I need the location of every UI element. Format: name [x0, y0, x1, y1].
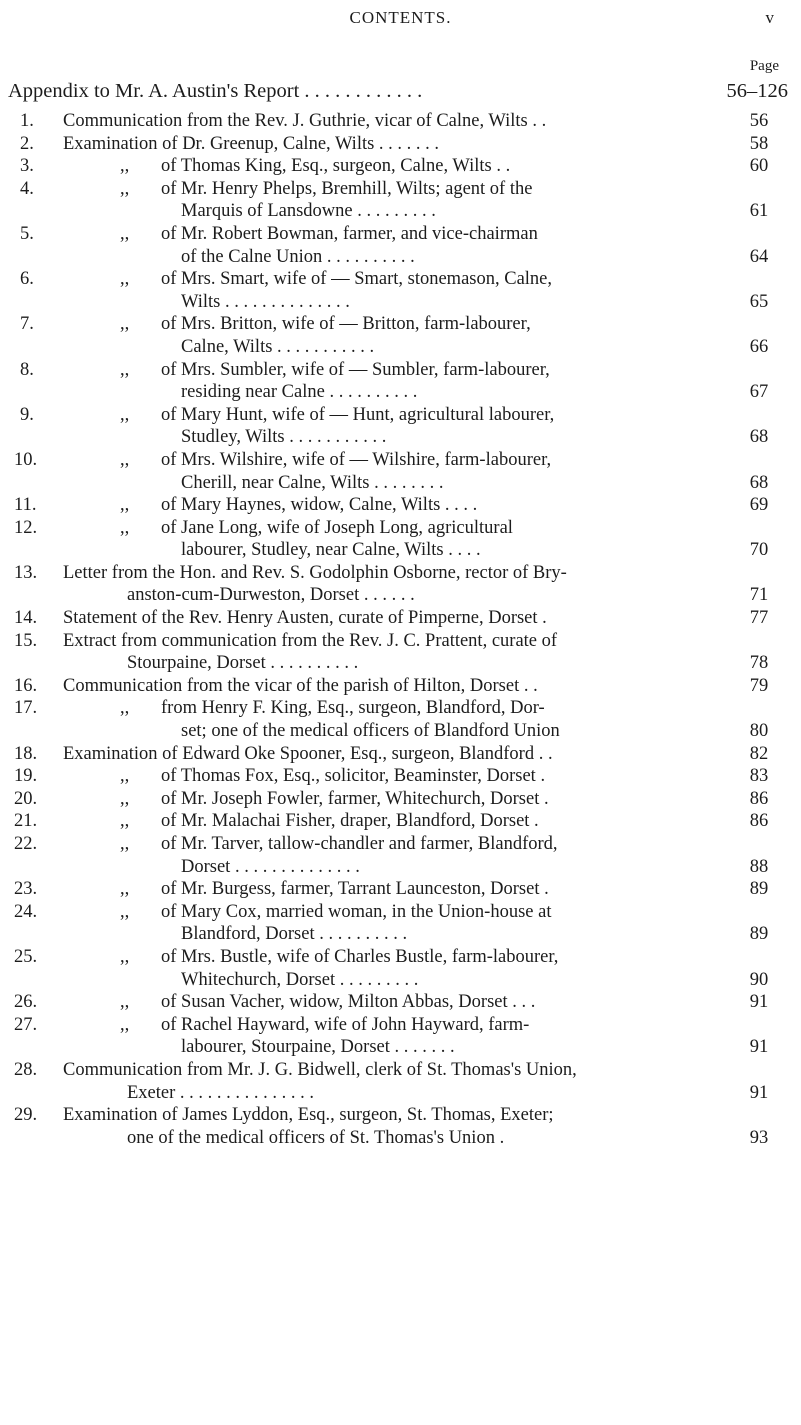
entry-number: 14. — [14, 608, 38, 629]
entry-line: Examination of Dr. Greenup, Calne, Wilts . . . . . . . — [63, 133, 440, 154]
ditto-mark: ,, — [120, 766, 130, 787]
entry-number: 11. — [14, 495, 37, 516]
entry-page: 86 — [749, 811, 769, 832]
entry-line: Communication from the Rev. J. Guthrie, vicar of Calne, Wilts . . — [63, 111, 547, 131]
entry-line: of Mr. Joseph Fowler, farmer, Whitechurch, Dorset . — [161, 788, 549, 809]
entry-text — [161, 788, 731, 811]
entry-text — [63, 133, 731, 156]
entry-page: 66 — [749, 336, 769, 357]
entry-line: Stourpaine, Dorset . . . . . . . . . . — [127, 653, 359, 674]
ditto-mark: ,, — [120, 788, 130, 809]
entry-line: of Mrs. Sumbler, wife of — Sumbler, farm-labourer, — [161, 359, 550, 380]
entry-page: 67 — [749, 382, 769, 403]
entry-line: of Thomas King, Esq., surgeon, Calne, Wilts . . — [161, 156, 511, 177]
entry-page: 58 — [749, 133, 769, 154]
ditto-mark: ,, — [120, 517, 130, 538]
entry-line: Blandford, Dorset . . . . . . . . . . — [181, 924, 408, 945]
contents-entry — [0, 133, 801, 156]
entry-text — [161, 178, 731, 223]
entry-line: Exeter . . . . . . . . . . . . . . . — [127, 1082, 315, 1103]
entry-line: Calne, Wilts . . . . . . . . . . . — [181, 336, 375, 357]
entry-text — [161, 494, 731, 517]
entry-text — [161, 901, 731, 946]
entry-text — [161, 223, 731, 268]
entry-line: anston-cum-Durweston, Dorset . . . . . . — [127, 585, 415, 606]
entry-number: 2. — [20, 133, 34, 154]
entry-page: 65 — [749, 291, 769, 312]
entry-text — [161, 517, 731, 562]
entry-number: 8. — [20, 359, 34, 380]
contents-entry — [0, 697, 801, 742]
entry-number: 12. — [14, 517, 38, 538]
entry-text — [161, 765, 731, 788]
entry-page: 89 — [749, 924, 769, 945]
entry-text — [63, 607, 731, 630]
entry-line: set; one of the medical officers of Blandford Union — [181, 721, 560, 742]
entry-number: 21. — [14, 811, 38, 832]
entry-line: residing near Calne . . . . . . . . . . — [181, 382, 418, 403]
entry-line: of Susan Vacher, widow, Milton Abbas, Dorset . . . — [161, 992, 536, 1013]
entry-page: 82 — [749, 743, 769, 764]
entry-page: 68 — [749, 427, 769, 448]
contents-entry — [0, 449, 801, 494]
entry-line: of Mr. Malachai Fisher, draper, Blandford, Dorset . — [161, 811, 539, 832]
entry-number: 25. — [14, 946, 38, 967]
entry-page: 78 — [749, 653, 769, 674]
ditto-mark: ,, — [120, 156, 130, 177]
entry-text — [63, 1059, 731, 1104]
entry-line: Extract from communication from the Rev. J. C. Prattent, curate of — [63, 630, 558, 651]
contents-list — [0, 110, 801, 1149]
entry-page: 91 — [749, 1082, 769, 1103]
entry-number: 26. — [14, 992, 38, 1013]
entry-number: 6. — [20, 269, 34, 290]
ditto-mark: ,, — [120, 269, 130, 290]
contents-entry — [0, 562, 801, 607]
entry-page: 56 — [749, 111, 769, 131]
entry-line: of Mr. Burgess, farmer, Tarrant Launceston, Dorset . — [161, 879, 549, 900]
entry-page: 70 — [749, 540, 769, 561]
entry-number: 10. — [14, 449, 38, 470]
contents-entry — [0, 878, 801, 901]
entry-text — [161, 833, 731, 878]
entry-text — [161, 946, 731, 991]
contents-entry — [0, 223, 801, 268]
contents-entry — [0, 517, 801, 562]
contents-entry — [0, 1104, 801, 1149]
entry-text — [161, 404, 731, 449]
ditto-mark: ,, — [120, 1014, 130, 1035]
entry-line: labourer, Stourpaine, Dorset . . . . . . . — [181, 1037, 455, 1058]
contents-entry — [0, 155, 801, 178]
entry-text — [161, 810, 731, 833]
entry-page: 89 — [749, 879, 769, 900]
entry-line: Cherill, near Calne, Wilts . . . . . . . . — [181, 472, 444, 493]
contents-entry — [0, 494, 801, 517]
contents-entry — [0, 743, 801, 766]
contents-entry — [0, 1059, 801, 1104]
entry-line: of Mary Haynes, widow, Calne, Wilts . . . . — [161, 495, 478, 516]
entry-line: one of the medical officers of St. Thomas's Union . — [127, 1127, 505, 1148]
contents-entry — [0, 946, 801, 991]
page-folio: v — [765, 8, 775, 27]
entry-line: Communication from the vicar of the parish of Hilton, Dorset . . — [63, 675, 538, 696]
contents-entry — [0, 1014, 801, 1059]
entry-line: of Mr. Robert Bowman, farmer, and vice-chairman — [161, 223, 538, 244]
ditto-mark: ,, — [120, 223, 130, 244]
entry-line: of Mrs. Smart, wife of — Smart, stonemason, Calne, — [161, 269, 553, 290]
entry-line: Statement of the Rev. Henry Austen, curate of Pimperne, Dorset . — [63, 608, 547, 629]
entry-text — [161, 1014, 731, 1059]
entry-number: 20. — [14, 788, 38, 809]
entry-line: Letter from the Hon. and Rev. S. Godolphin Osborne, rector of Bry- — [63, 562, 567, 583]
entry-line: of Mr. Henry Phelps, Bremhill, Wilts; agent of the — [161, 178, 533, 199]
entry-number: 22. — [14, 834, 38, 854]
ditto-mark: ,, — [120, 495, 130, 516]
entry-text — [63, 743, 731, 766]
contents-entry — [0, 901, 801, 946]
appendix-heading — [8, 80, 788, 103]
ditto-mark: ,, — [120, 992, 130, 1013]
page-title: CONTENTS. — [349, 8, 452, 27]
entry-number: 5. — [20, 223, 34, 244]
entry-number: 7. — [20, 314, 34, 335]
entry-page: 68 — [749, 472, 769, 493]
entry-line: Dorset . . . . . . . . . . . . . . — [181, 856, 360, 877]
entry-line: Examination of Edward Oke Spooner, Esq., surgeon, Blandford . . — [63, 743, 553, 764]
contents-entry — [0, 178, 801, 223]
ditto-mark: ,, — [120, 449, 130, 470]
entry-line: of Mary Cox, married woman, in the Union-house at — [161, 901, 552, 922]
entry-line: of Mrs. Britton, wife of — Britton, farm-labourer, — [161, 314, 531, 335]
entry-number: 1. — [20, 111, 34, 131]
entry-text — [161, 449, 731, 494]
entry-page: 88 — [749, 856, 769, 877]
entry-line: of Thomas Fox, Esq., solicitor, Beaminster, Dorset . — [161, 766, 546, 787]
entry-text — [161, 991, 731, 1014]
entry-number: 3. — [20, 156, 34, 177]
ditto-mark: ,, — [120, 811, 130, 832]
page-column-label: Page — [749, 58, 779, 74]
entry-number: 15. — [14, 630, 38, 651]
entry-line: Communication from Mr. J. G. Bidwell, clerk of St. Thomas's Union, — [63, 1059, 577, 1080]
ditto-mark: ,, — [120, 901, 130, 922]
entry-text — [161, 313, 731, 358]
entry-text — [161, 268, 731, 313]
entry-page: 79 — [749, 675, 769, 696]
entry-number: 13. — [14, 562, 38, 583]
entry-text — [63, 675, 731, 698]
ditto-mark: ,, — [120, 946, 130, 967]
ditto-mark: ,, — [120, 879, 130, 900]
contents-entry — [0, 404, 801, 449]
entry-text — [63, 110, 731, 133]
contents-entry — [0, 810, 801, 833]
contents-entry — [0, 630, 801, 675]
contents-entry — [0, 765, 801, 788]
entry-line: Wilts . . . . . . . . . . . . . . — [181, 291, 350, 312]
entry-page: 77 — [749, 608, 769, 629]
entry-number: 19. — [14, 766, 38, 787]
entry-page: 61 — [749, 201, 769, 222]
entry-text — [161, 359, 731, 404]
contents-entry — [0, 788, 801, 811]
entry-line: of the Calne Union . . . . . . . . . . — [181, 246, 415, 267]
entry-number: 4. — [20, 178, 34, 199]
ditto-mark: ,, — [120, 834, 130, 854]
entry-line: of Mrs. Wilshire, wife of — Wilshire, farm-labourer, — [161, 449, 552, 470]
contents-entry — [0, 991, 801, 1014]
entry-page: 83 — [749, 766, 769, 787]
entry-line: Studley, Wilts . . . . . . . . . . . — [181, 427, 387, 448]
appendix-pages: 56–126 — [726, 80, 788, 102]
entry-line: of Rachel Hayward, wife of John Hayward, farm- — [161, 1014, 530, 1035]
entry-line: Whitechurch, Dorset . . . . . . . . . — [181, 969, 419, 990]
entry-page: 91 — [749, 992, 769, 1013]
entry-line: of Mr. Tarver, tallow-chandler and farmer, Blandford, — [161, 834, 558, 854]
entry-line: of Mary Hunt, wife of — Hunt, agricultural labourer, — [161, 404, 555, 425]
ditto-mark: ,, — [120, 404, 130, 425]
entry-page: 71 — [749, 585, 769, 606]
appendix-title: Appendix to Mr. A. Austin's Report . . . . . . . . . . . . — [8, 80, 423, 102]
entry-number: 29. — [14, 1105, 38, 1126]
entry-page: 91 — [749, 1037, 769, 1058]
entry-line: of Mrs. Bustle, wife of Charles Bustle, farm-labourer, — [161, 946, 559, 967]
entry-line: labourer, Studley, near Calne, Wilts . . . . — [181, 540, 481, 561]
ditto-mark: ,, — [120, 178, 130, 199]
entry-text — [63, 630, 731, 675]
entry-page: 69 — [749, 495, 769, 516]
contents-entry — [0, 110, 801, 133]
ditto-mark: ,, — [120, 314, 130, 335]
entry-number: 28. — [14, 1059, 38, 1080]
contents-entry — [0, 607, 801, 630]
entry-line: from Henry F. King, Esq., surgeon, Blandford, Dor- — [161, 698, 545, 719]
entry-number: 27. — [14, 1014, 38, 1035]
contents-entry — [0, 675, 801, 698]
running-head — [0, 8, 801, 32]
entry-number: 16. — [14, 675, 38, 696]
entry-number: 18. — [14, 743, 38, 764]
entry-line: of Jane Long, wife of Joseph Long, agricultural — [161, 517, 513, 538]
entry-text — [161, 155, 731, 178]
entry-number: 17. — [14, 698, 38, 719]
entry-text — [161, 878, 731, 901]
entry-page: 60 — [749, 156, 769, 177]
entry-text — [63, 562, 731, 607]
contents-entry — [0, 313, 801, 358]
entry-page: 86 — [749, 788, 769, 809]
entry-number: 24. — [14, 901, 38, 922]
entry-text — [161, 697, 731, 742]
entry-line: Examination of James Lyddon, Esq., surgeon, St. Thomas, Exeter; — [63, 1105, 554, 1126]
entry-text — [63, 1104, 731, 1149]
entry-number: 9. — [20, 404, 34, 425]
entry-number: 23. — [14, 879, 38, 900]
entry-page: 93 — [749, 1127, 769, 1148]
ditto-mark: ,, — [120, 698, 130, 719]
entry-page: 64 — [749, 246, 769, 267]
entry-page: 90 — [749, 969, 769, 990]
ditto-mark: ,, — [120, 359, 130, 380]
contents-entry — [0, 833, 801, 878]
contents-entry — [0, 268, 801, 313]
entry-page: 80 — [749, 721, 769, 742]
entry-line: Marquis of Lansdowne . . . . . . . . . — [181, 201, 436, 222]
contents-entry — [0, 359, 801, 404]
